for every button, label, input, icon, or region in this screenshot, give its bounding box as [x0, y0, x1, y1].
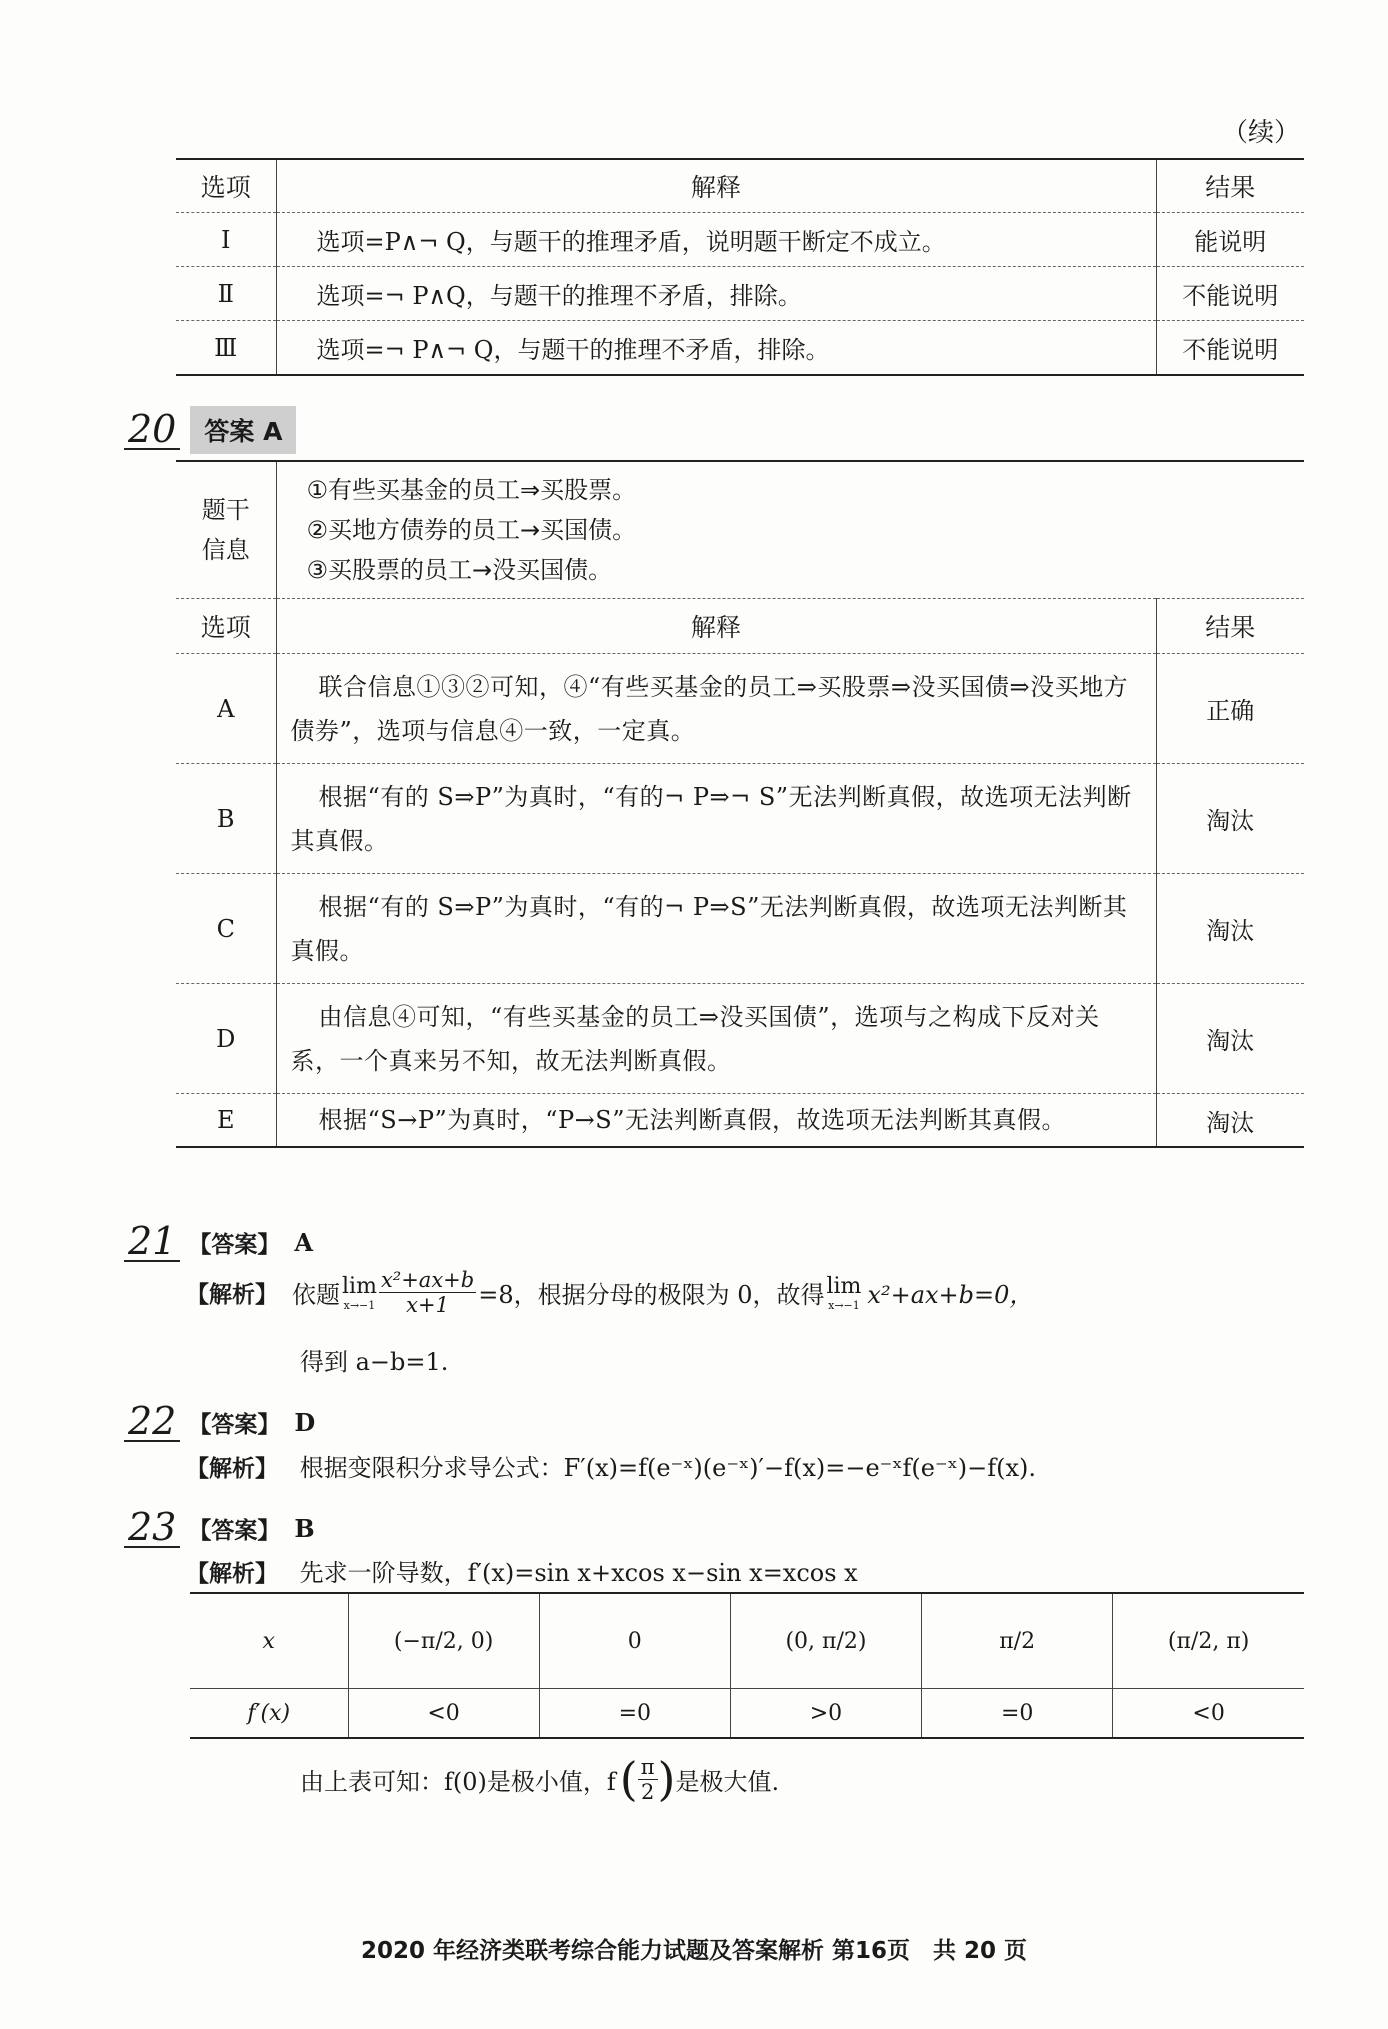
result-cell: 不能说明 — [1156, 321, 1304, 376]
q23-analysis — [186, 1553, 858, 1588]
analysis-text: x²+ax+b=0， — [867, 1281, 1034, 1309]
fraction-numerator: π — [638, 1755, 658, 1780]
stem-label-line: 题干 — [201, 496, 250, 524]
conclusion-text: 是极大值. — [675, 1767, 780, 1796]
table-row — [176, 213, 1304, 267]
option-cell: C — [176, 874, 276, 984]
question-number: 23 — [124, 1508, 180, 1548]
fraction-numerator: x²+ax+b — [380, 1268, 475, 1292]
table-row — [176, 267, 1304, 321]
stem-line: ③买股票的员工→没买国债。 — [306, 556, 613, 584]
header-explain: 解释 — [276, 599, 1156, 654]
header-result: 结果 — [1156, 159, 1304, 213]
lim-subscript: x→−1 — [828, 1298, 860, 1312]
option-cell: B — [176, 764, 276, 874]
option-cell: A — [176, 654, 276, 764]
header-explain: 解释 — [276, 159, 1156, 213]
result-cell: 正确 — [1156, 654, 1304, 764]
table-row — [176, 654, 1304, 764]
q22-analysis — [186, 1448, 1036, 1483]
table-cell: x — [190, 1593, 348, 1689]
q23-conclusion — [300, 1752, 779, 1806]
question-20-header — [124, 406, 296, 454]
answer-value: D — [294, 1407, 316, 1437]
analysis-text: 先求一阶导数，f′(x)=sin x+xcos x−sin x=xcos x — [299, 1559, 858, 1587]
answer-label: 【答案】 — [188, 1517, 281, 1544]
table-cell: (π/2, π) — [1113, 1593, 1304, 1689]
table-row-derivative — [190, 1689, 1304, 1739]
explain-cell: 根据“S→P”为真时，“P→S”无法判断真假，故选项无法判断其真假。 — [318, 1106, 1066, 1134]
explain-cell: 选项=P∧¬ Q，与题干的推理矛盾，说明题干断定不成立。 — [276, 213, 1156, 267]
option-cell: D — [176, 984, 276, 1094]
analysis-label: 【解析】 — [186, 1561, 278, 1587]
result-cell: 淘汰 — [1156, 1094, 1304, 1148]
q21-analysis-line2: 得到 a−b=1. — [300, 1348, 449, 1376]
question-21-header — [124, 1219, 313, 1263]
result-cell: 淘汰 — [1156, 764, 1304, 874]
analysis-text: =8，根据分母的极限为 0，故得 — [478, 1281, 825, 1309]
analysis-text: 依题 — [292, 1281, 340, 1309]
table-cell: <0 — [1192, 1700, 1225, 1726]
lim-symbol: lim — [342, 1273, 377, 1299]
analysis-label: 【解析】 — [186, 1456, 278, 1482]
continued-label: （续） — [1221, 118, 1300, 148]
explain-cell: 根据“有的 S⇒P”为真时，“有的¬ P⇒S”无法判断真假，故选项无法判断其真假。 — [276, 874, 1156, 984]
explain-cell: 选项=¬ P∧Q，与题干的推理不矛盾，排除。 — [276, 267, 1156, 321]
table-header-row — [176, 159, 1304, 213]
explain-cell: 联合信息①③②可知，④“有些买基金的员工⇒买股票⇒没买国债⇒没买地方债券”，选项与信息④一致，一定真。 — [276, 654, 1156, 764]
answer-value: A — [294, 1227, 313, 1257]
right-paren-glyph: ) — [657, 1752, 676, 1806]
table-cell: >0 — [730, 1689, 921, 1739]
explain-cell: 根据“有的 S⇒P”为真时，“有的¬ P⇒¬ S”无法判断真假，故选项无法判断其真假。 — [276, 764, 1156, 874]
result-cell: 淘汰 — [1156, 984, 1304, 1094]
table-row — [176, 321, 1304, 376]
table-cell: <0 — [348, 1689, 539, 1739]
option-cell: Ⅱ — [176, 267, 276, 321]
answer-label: 【答案】 — [188, 1231, 281, 1258]
option-cell: E — [176, 1094, 276, 1148]
table-row — [176, 984, 1304, 1094]
result-cell: 能说明 — [1156, 213, 1304, 267]
table-row-x — [190, 1593, 1304, 1689]
analysis-text: 根据变限积分求导公式：F′(x)=f(e⁻ˣ)(e⁻ˣ)′−f(x)=−e⁻ˣf(e⁻ˣ)−f(x). — [299, 1454, 1037, 1482]
option-cell: Ⅰ — [176, 213, 276, 267]
table-row — [176, 764, 1304, 874]
table-cell: 0 — [539, 1593, 730, 1689]
options-table-20 — [176, 460, 1304, 1148]
table-cell: =0 — [922, 1689, 1113, 1739]
explain-cell: 选项=¬ P∧¬ Q，与题干的推理不矛盾，排除。 — [316, 336, 830, 364]
options-table-19 — [176, 158, 1304, 376]
lim-symbol: lim — [826, 1273, 862, 1299]
stem-line: ①有些买基金的员工⇒买股票。 — [306, 476, 637, 504]
header-result: 结果 — [1156, 599, 1304, 654]
question-number: 22 — [124, 1402, 180, 1442]
answer-value: B — [294, 1513, 315, 1543]
stem-line: ②买地方债券的员工→买国债。 — [306, 516, 637, 544]
table-row — [176, 874, 1304, 984]
q21-analysis-line1 — [186, 1268, 1033, 1317]
table-cell: (−π/2, 0) — [348, 1593, 539, 1689]
table-cell: f′(x) — [190, 1689, 348, 1739]
result-cell: 淘汰 — [1156, 874, 1304, 984]
fraction-denominator: 2 — [640, 1779, 655, 1804]
stem-label-line: 信息 — [201, 536, 250, 564]
explain-cell: 由信息④可知，“有些买基金的员工⇒没买国债”，选项与之构成下反对关系，一个真来另不知，故无法判断真假。 — [276, 984, 1156, 1094]
fraction — [638, 1755, 658, 1804]
conclusion-text: 由上表可知：f(0)是极小值，f — [300, 1767, 616, 1796]
lim-subscript: x→−1 — [343, 1298, 376, 1312]
analysis-label: 【解析】 — [186, 1282, 278, 1308]
question-number: 21 — [124, 1222, 180, 1262]
stem-row — [176, 461, 1304, 599]
fraction — [379, 1268, 476, 1317]
answer-badge: 答案 A — [190, 406, 296, 454]
table-cell: (0, π/2) — [730, 1593, 921, 1689]
table-cell: =0 — [539, 1689, 730, 1739]
stem-info — [276, 461, 1304, 599]
question-number: 20 — [124, 410, 180, 450]
header-option: 选项 — [176, 599, 276, 654]
derivative-sign-table — [190, 1592, 1304, 1739]
limit-expression — [826, 1274, 861, 1312]
left-paren-glyph: ( — [619, 1752, 638, 1806]
header-option: 选项 — [176, 159, 276, 213]
option-cell: Ⅲ — [176, 321, 276, 376]
table-cell: π/2 — [922, 1593, 1113, 1689]
question-23-header — [124, 1505, 315, 1549]
limit-expression — [342, 1274, 377, 1312]
answer-label: 【答案】 — [188, 1411, 281, 1438]
question-22-header — [124, 1399, 316, 1443]
page-footer: 2020 年经济类联考综合能力试题及答案解析 第16页 共 20 页 — [360, 1938, 1028, 1964]
stem-label — [176, 461, 276, 599]
table-header-row — [176, 599, 1304, 654]
fraction-denominator: x+1 — [406, 1293, 449, 1317]
result-cell: 不能说明 — [1156, 267, 1304, 321]
table-row — [176, 1094, 1304, 1148]
